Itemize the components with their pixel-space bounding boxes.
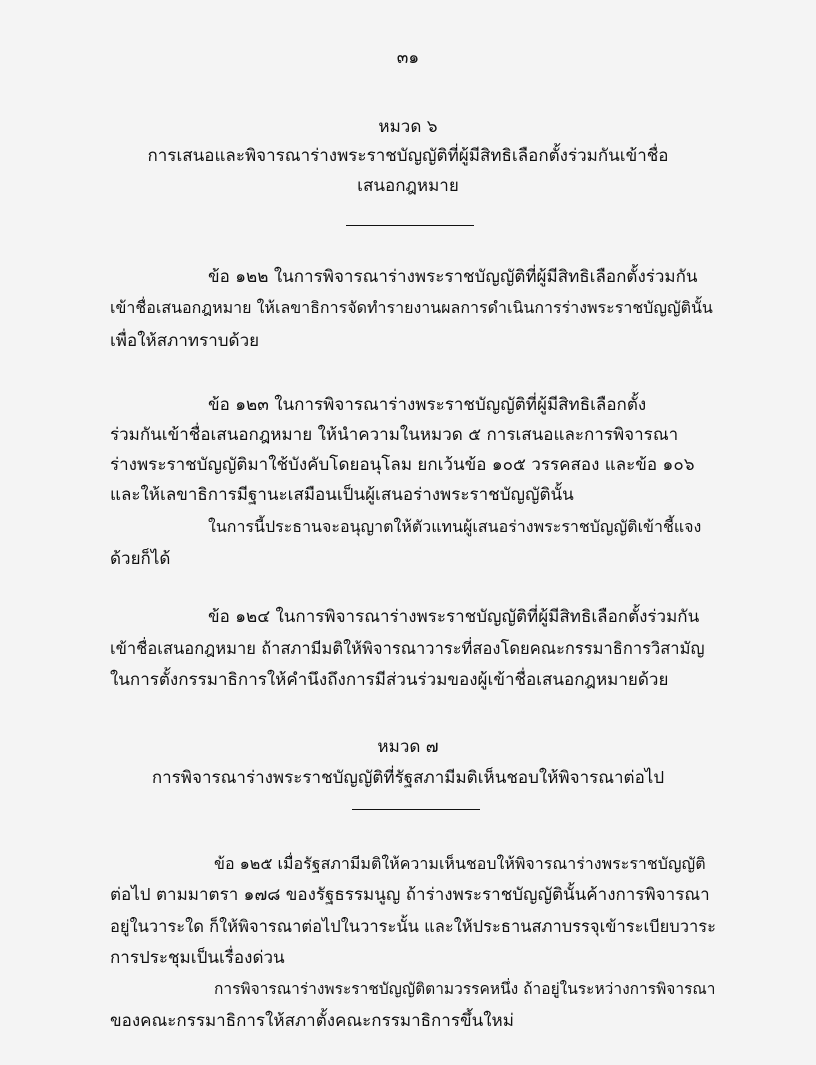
chapter-6-heading: หมวด ๖: [378, 117, 438, 137]
article-123-line-5: ในการนี้ประธานจะอนุญาตให้ตัวแทนผู้เสนอร่างพระราชบัญญัติเข้าชี้แจง: [208, 517, 702, 536]
chapter-7-title-line-1: การพิจารณาร่างพระราชบัญญัติที่รัฐสภามีมติเห็นชอบให้พิจารณาต่อไป: [151, 768, 665, 788]
chapter-6-title-line-2: เสนอกฎหมาย: [357, 176, 459, 196]
article-123-line-4: และให้เลขาธิการมีฐานะเสมือนเป็นผู้เสนอร่างพระราชบัญญัตินั้น: [110, 485, 574, 505]
article-123-line-6: ด้วยก็ได้: [110, 549, 171, 569]
chapter-6-title-line-1: การเสนอและพิจารณาร่างพระราชบัญญัติที่ผู้มีสิทธิเลือกตั้งร่วมกันเข้าชื่อ: [147, 146, 669, 166]
article-122-line-1: ข้อ ๑๒๒ ในการพิจารณาร่างพระราชบัญญัติที่ผู้มีสิทธิเลือกตั้งร่วมกัน: [208, 267, 698, 287]
article-125-line-2: ต่อไป ตามมาตรา ๑๗๘ ของรัฐธรรมนูญ ถ้าร่างพระราชบัญญัตินั้นค้างการพิจารณา: [110, 885, 710, 905]
page-number: ๓๑: [396, 48, 420, 68]
chapter-7-divider: [352, 809, 480, 810]
article-125-line-1: ข้อ ๑๒๕ เมื่อรัฐสภามีมติให้ความเห็นชอบให้พิจารณาร่างพระราชบัญญัติ: [214, 854, 706, 873]
article-122-line-2: เข้าชื่อเสนอกฎหมาย ให้เลขาธิการจัดทำรายงานผลการดำเนินการร่างพระราชบัญญัตินั้น: [110, 298, 713, 317]
article-125-line-4: การประชุมเป็นเรื่องด่วน: [110, 948, 285, 968]
article-123-line-2: ร่วมกันเข้าชื่อเสนอกฎหมาย ให้นำความในหมวด ๕ การเสนอและการพิจารณา: [110, 425, 679, 445]
article-124-line-1: ข้อ ๑๒๔ ในการพิจารณาร่างพระราชบัญญัติที่ผู้มีสิทธิเลือกตั้งร่วมกัน: [208, 607, 700, 627]
article-125-line-6: ของคณะกรรมาธิการให้สภาตั้งคณะกรรมาธิการขึ้นใหม่: [110, 1011, 514, 1031]
article-122-line-3: เพื่อให้สภาทราบด้วย: [110, 331, 260, 351]
article-123-line-3: ร่างพระราชบัญญัติมาใช้บังคับโดยอนุโลม ยกเว้นข้อ ๑๐๕ วรรคสอง และข้อ ๑๐๖: [110, 455, 695, 475]
article-125-line-5: การพิจารณาร่างพระราชบัญญัติตามวรรคหนึ่ง ถ้าอยู่ในระหว่างการพิจารณา: [214, 980, 716, 998]
article-125-line-3: อยู่ในวาระใด ก็ให้พิจารณาต่อไปในวาระนั้น และให้ประธานสภาบรรจุเข้าระเบียบวาระ: [110, 917, 716, 936]
article-124-line-2: เข้าชื่อเสนอกฎหมาย ถ้าสภามีมติให้พิจารณาวาระที่สองโดยคณะกรรมาธิการวิสามัญ: [110, 639, 705, 658]
article-124-line-3: ในการตั้งกรรมาธิการให้คำนึงถึงการมีส่วนร่วมของผู้เข้าชื่อเสนอกฎหมายด้วย: [110, 670, 669, 690]
chapter-7-heading: หมวด ๗: [377, 737, 439, 757]
article-123-line-1: ข้อ ๑๒๓ ในการพิจารณาร่างพระราชบัญญัติที่ผู้มีสิทธิเลือกตั้ง: [208, 395, 647, 415]
chapter-6-divider: [346, 225, 474, 226]
